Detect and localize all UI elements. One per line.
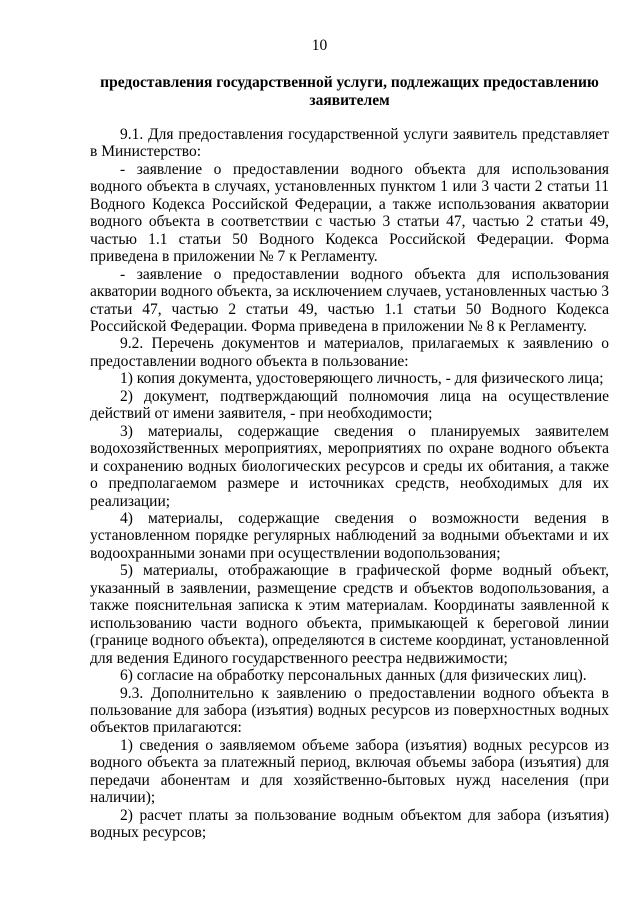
list-item-9-2-6: 6) согласие на обработку персональных данных (для физических лиц). xyxy=(120,667,587,685)
paragraph-application-aquatory: - заявление о предоставлении водного объекта для использования акватории водного объекта, за исключением случаев, установленных частью 3 статьи 47, частью 2 статьи 49, частью 1.1 статьи 50 Водного Кодекса Российской Федерации. Форма приведена в приложении № 8 к Регламенту. xyxy=(90,265,609,335)
paragraph-application-water-object: - заявление о предоставлении водного объекта для использования водного объекта в случаях, установленных пунктом 1 или 3 части 2 статьи 11 Водного Кодекса Российской Федерации, а также использования акватории водного объекта в соответствии с частью 3 статьи 47, частью 2 статьи 49, частью 1.1 статьи 50 Водного Кодекса Российской Федерации. Форма приведена в приложении № 7 к Регламенту. xyxy=(90,160,609,266)
list-item-9-2-2: 2) документ, подтверждающий полномочия лица на осуществление действий от имени заявителя, - при необходимости; xyxy=(90,387,609,423)
list-item-9-2-1: 1) копия документа, удостоверяющего личность, - для физического лица; xyxy=(120,370,604,388)
page-number: 10 xyxy=(311,37,328,54)
paragraph-9-1: 9.1. Для предоставления государственной услуги заявитель представляет в Министерство: xyxy=(90,126,609,161)
list-item-9-2-5: 5) материалы, отображающие в графической форме водный объект, указанный в заявлении, размещение средств и объектов водопользования, а также пояснительная записка к этим материалам. Координаты заявленной к использованию части водного объекта, примыкающей к береговой линии (границе водного объекта), определяются в системе координат, установленной для ведения Единого государственного реестра недвижимости; xyxy=(90,562,609,667)
paragraph-9-3: 9.3. Дополнительно к заявлению о предоставлении водного объекта в пользование для забора (изъятия) водных ресурсов из поверхностных водных объектов прилагаются: xyxy=(90,684,609,737)
document-body xyxy=(90,126,609,842)
section-heading: предоставления государственной услуги, подлежащих предоставлению заявителем xyxy=(100,74,599,109)
paragraph-9-2: 9.2. Перечень документов и материалов, прилагаемых к заявлению о предоставлении водного объекта в пользование: xyxy=(90,335,609,370)
list-item-9-2-3: 3) материалы, содержащие сведения о планируемых заявителем водохозяйственных мероприятиях, мероприятиях по охране водного объекта и сохранению водных биологических ресурсов и среды их обитания, а также о предполагаемом размере и источниках средств, необходимых для их реализации; xyxy=(90,422,609,510)
list-item-9-2-4: 4) материалы, содержащие сведения о возможности ведения в установленном порядке регулярных наблюдений за водными объектами и их водоохранными зонами при осуществлении водопользования; xyxy=(90,509,609,562)
list-item-9-3-1: 1) сведения о заявляемом объеме забора (изъятия) водных ресурсов из водного объекта за платежный период, включая объемы забора (изъятия) для передачи абонентам и для хозяйственно-бытовых нужд населения (при наличии); xyxy=(90,736,609,807)
list-item-9-3-2: 2) расчет платы за пользование водным объектом для забора (изъятия) водных ресурсов; xyxy=(90,806,609,842)
